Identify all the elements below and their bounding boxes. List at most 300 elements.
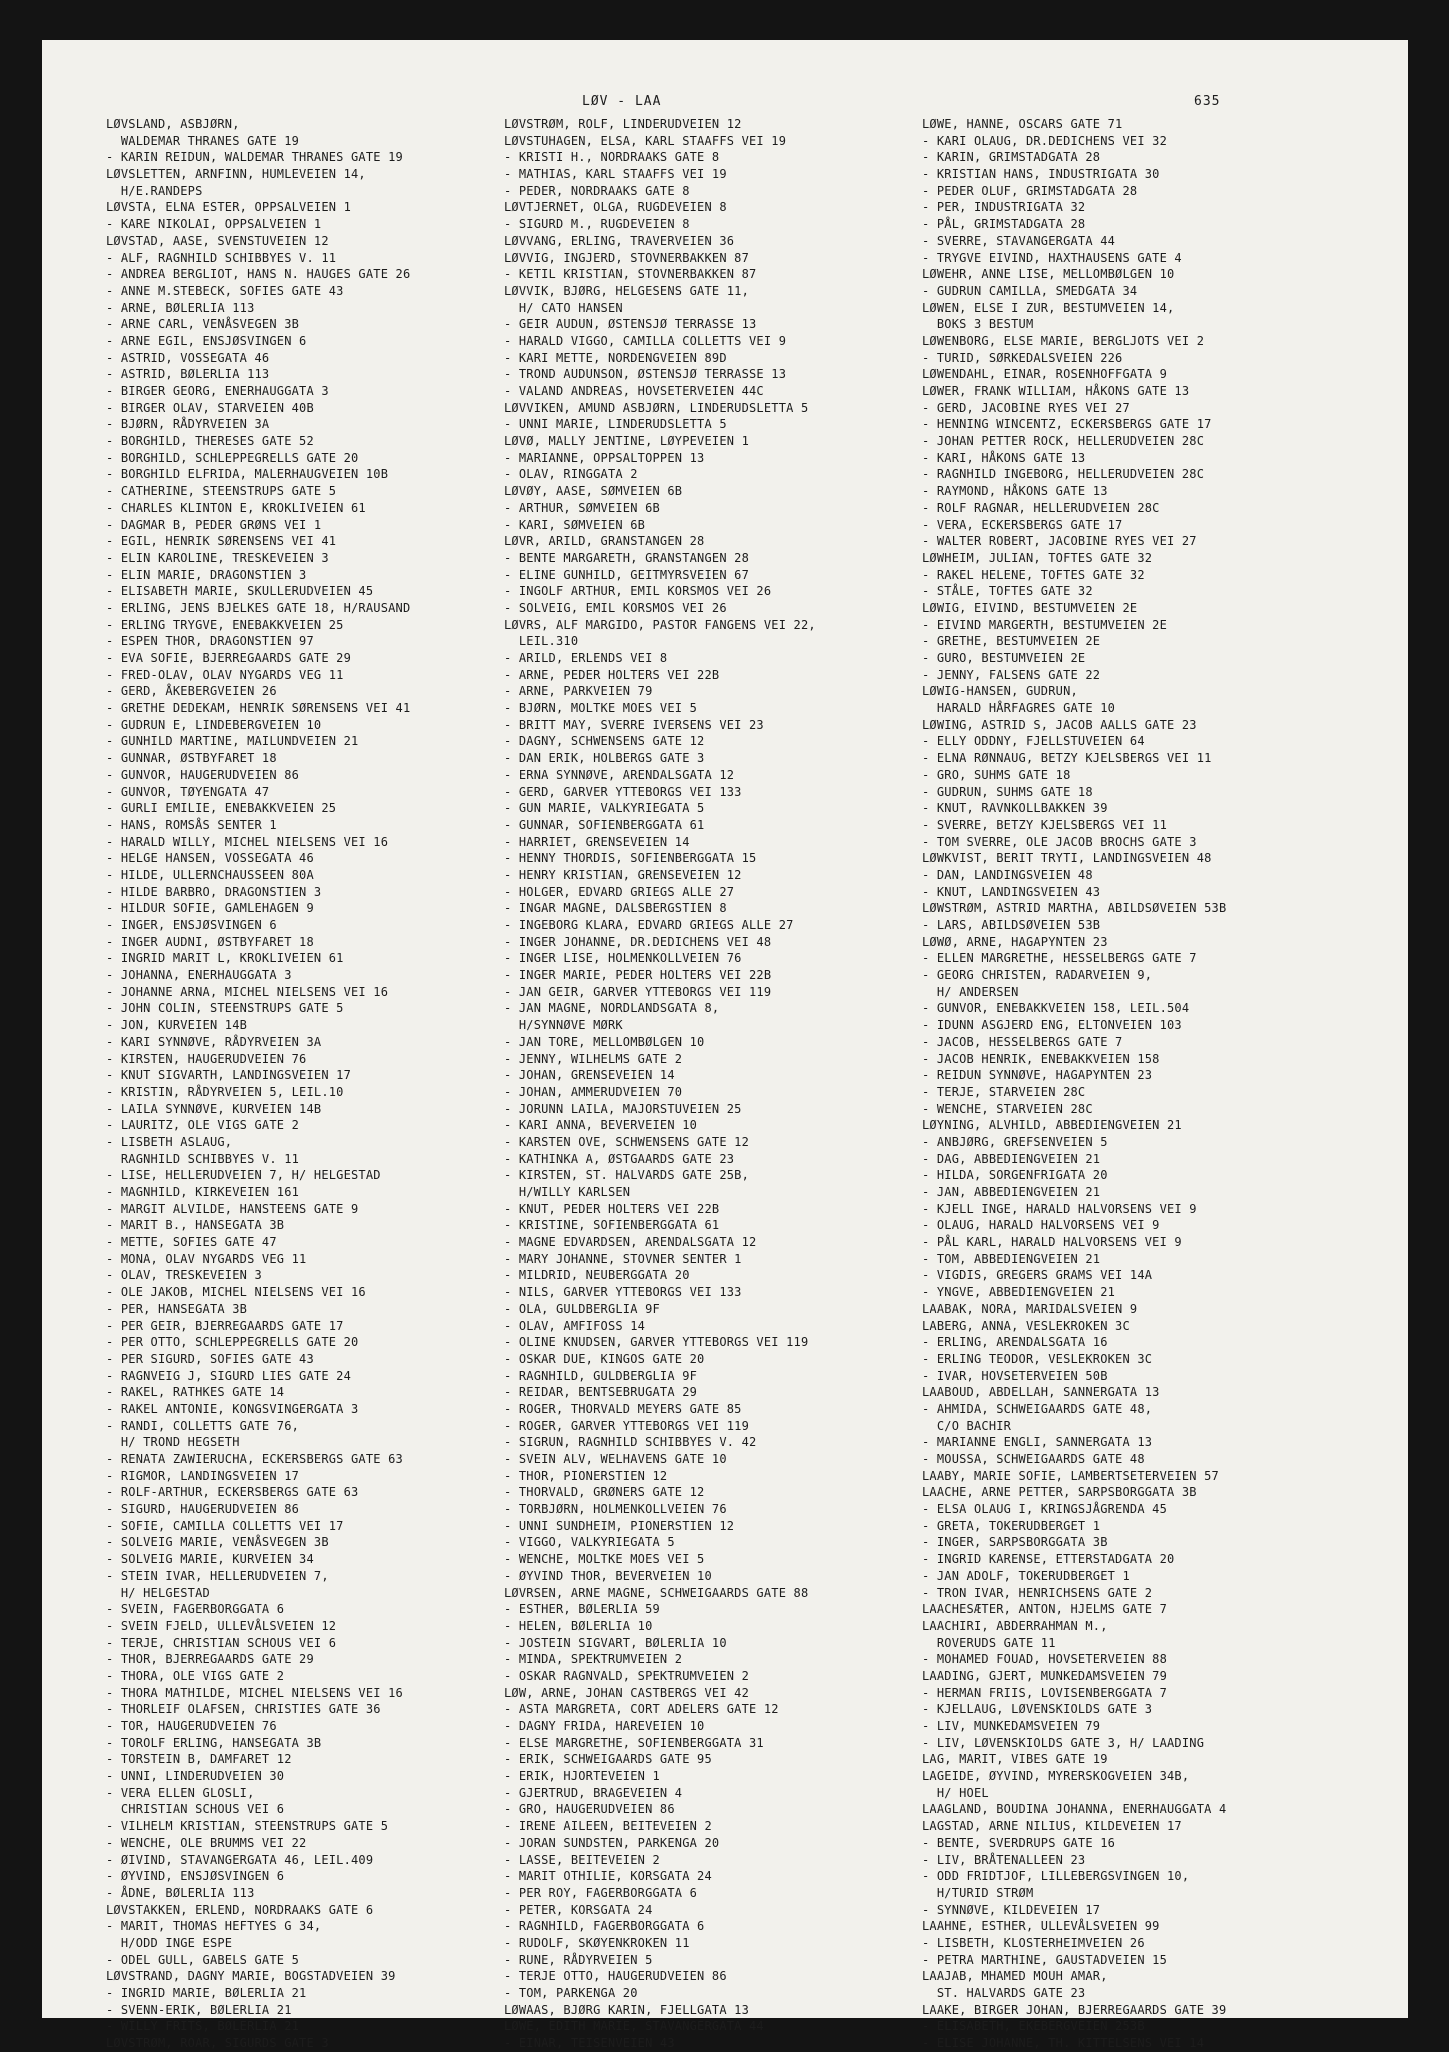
directory-entry-line: - INGAR MAGNE, DALSBERGSTIEN 8 [504,901,727,916]
directory-entry-line: - JON, KURVEIEN 14B [106,1018,248,1033]
directory-entry-line: - RUNE, RÅDYRVEIEN 5 [504,1952,653,1967]
directory-entry-line: - GUN MARIE, VALKYRIEGATA 5 [504,801,705,816]
directory-entry-line: - THORVALD, GRØNERS GATE 12 [504,1485,705,1500]
directory-entry-line: LØVVIK, BJØRG, HELGESENS GATE 11, [504,283,750,298]
directory-entry-line: - HILDE BARBRO, DRAGONSTIEN 3 [106,884,322,899]
directory-entry-line: H/WILLY KARLSEN [504,1185,631,1199]
directory-entry-line: LAAKE, BIRGER JOHAN, BJERREGAARDS GATE 39 [922,2002,1227,2017]
directory-entry-line: - TERJE, STARVEIEN 28C [922,1084,1086,1099]
directory-entry-line: - KARI SYNNØVE, RÅDYRVEIEN 3A [106,1034,322,1049]
directory-entry-line: - KARI OLAUG, DR.DEDICHENS VEI 32 [922,133,1168,148]
directory-entry-line: - KIRSTEN, HAUGERUDVEIEN 76 [106,1051,307,1066]
directory-entry-line: - WENCHE, OLE BRUMMS VEI 22 [106,1835,307,1850]
directory-entry-line: - TOM, PARKENGA 20 [504,1986,638,2000]
directory-entry-line: - THOR, BJERREGAARDS GATE 29 [106,1652,314,1667]
directory-entry-line: - OSKAR DUE, KINGOS GATE 20 [504,1351,705,1366]
directory-entry-line: - INGRID MARIT L, KROKLIVEIEN 61 [106,951,344,966]
directory-entry-line: - GUNVOR, ENEBAKKVEIEN 158, LEIL.504 [922,1001,1190,1016]
directory-entry-line: - IDUNN ASGJERD ENG, ELTONVEIEN 103 [922,1018,1182,1033]
directory-entry-line: - PÅL, GRIMSTADGATA 28 [922,217,1086,232]
directory-entry-line: - TROND AUDUNSON, ØSTENSJØ TERRASSE 13 [504,367,787,382]
directory-entry-line: LØWØ, ARNE, HAGAPYNTEN 23 [922,934,1108,949]
directory-entry-line: - VIGGO, VALKYRIEGATA 5 [504,1535,675,1550]
directory-entry-line: - JOHANNE ARNA, MICHEL NIELSENS VEI 16 [106,984,389,999]
directory-entry-line: - ELIN KAROLINE, TRESKEVEIEN 3 [106,550,329,565]
directory-column-2 [504,116,904,2052]
directory-entry-line: - UNNI MARIE, LINDERUDSLETTA 5 [504,417,727,432]
directory-entry-line: - ERLING TEODOR, VESLEKROKEN 3C [922,1351,1153,1366]
directory-entry-line: - LISBETH ASLAUG, [106,1134,233,1149]
directory-entry-line: - JORAN SUNDSTEN, PARKENGA 20 [504,1835,720,1850]
directory-entry-line: - CHARLES KLINTON E, KROKLIVEIEN 61 [106,500,366,515]
directory-entry-line: - MARGIT ALVILDE, HANSTEENS GATE 9 [106,1201,359,1216]
directory-entry-line: - HENRY KRISTIAN, GRENSEVEIEN 12 [504,867,742,882]
directory-entry-line: - STÅLE, TOFTES GATE 32 [922,584,1093,599]
directory-entry-line: - HENNING WINCENTZ, ECKERSBERGS GATE 17 [922,417,1212,432]
directory-entry-line: - ELLEN MARGRETHE, HESSELBERGS GATE 7 [922,951,1197,966]
directory-entry-line: - OLE JAKOB, MICHEL NIELSENS VEI 16 [106,1285,366,1300]
directory-entry-line: LØVR, ARILD, GRANSTANGEN 28 [504,534,705,549]
directory-entry-line: - INGER, SARPSBORGGATA 3B [922,1535,1108,1550]
directory-entry-line: - MINDA, SPEKTRUMVEIEN 2 [504,1652,683,1667]
directory-entry-line: - ØYVIND, ENSJØSVINGEN 6 [106,1869,285,1884]
directory-entry-line: - LASSE, BEITEVEIEN 2 [504,1852,660,1867]
directory-entry-line: - KJELLAUG, LØVENSKIOLDS GATE 3 [922,1702,1153,1717]
directory-entry-line: - KARIN REIDUN, WALDEMAR THRANES GATE 19 [106,150,403,165]
directory-entry-line: - LIV, LØVENSKIOLDS GATE 3, H/ LAADING [922,1735,1205,1750]
directory-entry-line: LØVSTRØM, ROLF, LINDERUDVEIEN 12 [504,117,742,131]
directory-entry-line: - KARI, HÅKONS GATE 13 [922,450,1086,465]
directory-entry-line: - ODEL GULL, GABELS GATE 5 [106,1952,300,1967]
directory-entry-line: - KRISTIN, RÅDYRVEIEN 5, LEIL.10 [106,1084,344,1099]
directory-entry-line: H/ TROND HEGSETH [106,1435,240,1450]
directory-entry-line: - FRED-OLAV, OLAV NYGARDS VEG 11 [106,667,344,682]
directory-entry-line: - OLAV, RINGGATA 2 [504,467,638,482]
directory-entry-line: - BRITT MAY, SVERRE IVERSENS VEI 23 [504,717,764,732]
directory-entry-line: CHRISTIAN SCHOUS VEI 6 [106,1802,285,1817]
directory-entry-line: LØVSLETTEN, ARNFINN, HUMLEVEIEN 14, [106,167,366,182]
directory-entry-line: - TURID, SØRKEDALSVEIEN 226 [922,350,1123,365]
directory-entry-line: - ARNE EGIL, ENSJØSVINGEN 6 [106,333,307,348]
directory-entry-line: - LARS, ABILDSØVEIEN 53B [922,918,1101,932]
directory-entry-line: LØWE, EDITH MARIE, STAVANGERGATA 44 [504,2019,764,2034]
directory-entry-line: - ELISABETH, EKEBERGVEIEN 253B [922,2019,1145,2034]
directory-entry-line: - ELNA RØNNAUG, BETZY KJELSBERGS VEI 11 [922,751,1212,766]
directory-entry-line: - THORA MATHILDE, MICHEL NIELSENS VEI 16 [106,1685,403,1700]
directory-entry-line: - ROGER, GARVER YTTEBORGS VEI 119 [504,1418,750,1433]
directory-entry-line: - MAGNHILD, KIRKEVEIEN 161 [106,1185,300,1199]
directory-entry-line: - RENATA ZAWIERUCHA, ECKERSBERGS GATE 63 [106,1452,403,1466]
directory-entry-line: - DAN ERIK, HOLBERGS GATE 3 [504,751,705,766]
directory-entry-line: LØWENDAHL, EINAR, ROSENHOFFGATA 9 [922,367,1168,382]
directory-entry-line: - HARALD WILLY, MICHEL NIELSENS VEI 16 [106,834,389,849]
directory-entry-line: - INGER, ENSJØSVINGEN 6 [106,918,277,932]
directory-entry-line: - JOSTEIN SIGVART, BØLERLIA 10 [504,1635,727,1650]
directory-entry-line: LØVSTRØM, ROAR, SIGURDS GATE 3 [106,2036,329,2051]
directory-entry-line: - ARNE CARL, VENÅSVEGEN 3B [106,317,300,332]
directory-entry-line: - GERD, GARVER YTTEBORGS VEI 133 [504,784,742,799]
directory-entry-line: - TOROLF ERLING, HANSEGATA 3B [106,1735,322,1750]
directory-entry-line: - GUDRUN E, LINDEBERGVEIEN 10 [106,717,322,732]
directory-entry-line: - LIV, MUNKEDAMSVEIEN 79 [922,1719,1101,1733]
directory-entry-line: LAADING, GJERT, MUNKEDAMSVEIEN 79 [922,1668,1168,1683]
directory-entry-line: - MARIT, THOMAS HEFTYES G 34, [106,1919,322,1934]
directory-entry-line: - BIRGER GEORG, ENERHAUGGATA 3 [106,384,329,398]
page-header-range: LØV - LAA [582,94,662,109]
directory-entry-line: - REIDAR, BENTSEBRUGATA 29 [504,1385,698,1400]
directory-entry-line: - ASTA MARGRETA, CORT ADELERS GATE 12 [504,1702,779,1717]
directory-entry-line: ST. HALVARDS GATE 23 [922,1986,1086,2000]
directory-entry-line: - ARNE, PEDER HOLTERS VEI 22B [504,667,720,682]
directory-entry-line: - JOHAN, GRENSEVEIEN 14 [504,1068,675,1083]
directory-entry-line: - OLA, GULDBERGLIA 9F [504,1301,660,1316]
directory-entry-line: - OLINE KNUDSEN, GARVER YTTEBORGS VEI 119 [504,1335,809,1350]
directory-entry-line: - JAN TORE, MELLOMBØLGEN 10 [504,1034,705,1049]
directory-entry-line: - GUNHILD MARTINE, MAILUNDVEIEN 21 [106,734,359,749]
directory-entry-line: - HERMAN FRIIS, LOVISENBERGGATA 7 [922,1685,1168,1700]
directory-entry-line: - TORSTEIN B, DAMFARET 12 [106,1752,292,1767]
directory-entry-line: BOKS 3 BESTUM [922,317,1034,332]
directory-entry-line: - TOM SVERRE, OLE JACOB BROCHS GATE 3 [922,834,1197,849]
directory-entry-line: - GRETHE, BESTUMVEIEN 2E [922,634,1101,649]
directory-entry-line: - DAN, LANDINGSVEIEN 48 [922,867,1093,882]
directory-entry-line: - SOLVEIG, EMIL KORSMOS VEI 26 [504,600,727,615]
directory-entry-line: - ARNE, BØLERLIA 113 [106,300,255,315]
directory-entry-line: LØYNING, ALVHILD, ABBEDIENGVEIEN 21 [922,1118,1182,1133]
directory-entry-line: LØWHEIM, JULIAN, TOFTES GATE 32 [922,550,1153,565]
directory-entry-line: - SIGRUN, RAGNHILD SCHIBBYES V. 42 [504,1435,757,1450]
directory-entry-line: - ELSA OLAUG I, KRINGSJÅGRENDA 45 [922,1502,1168,1517]
directory-entry-line: - KETIL KRISTIAN, STOVNERBAKKEN 87 [504,267,757,282]
directory-entry-line: LØWING, ASTRID S, JACOB AALLS GATE 23 [922,717,1197,732]
directory-entry-line: - SIGURD M., RUGDEVEIEN 8 [504,217,690,232]
directory-entry-line: - OLAV, TRESKEVEIEN 3 [106,1268,262,1283]
directory-entry-line: LØVØY, AASE, SØMVEIEN 6B [504,484,683,499]
directory-entry-line: - ANDREA BERGLIOT, HANS N. HAUGES GATE 26 [106,267,411,282]
directory-entry-line: - KNUT SIGVARTH, LANDINGSVEIEN 17 [106,1068,352,1083]
directory-entry-line: - ARTHUR, SØMVEIEN 6B [504,500,660,515]
directory-entry-line: - EGIL, HENRIK SØRENSENS VEI 41 [106,534,337,549]
directory-entry-line: LØWIG, EIVIND, BESTUMVEIEN 2E [922,600,1138,615]
directory-entry-line: - GURLI EMILIE, ENEBAKKVEIEN 25 [106,801,337,816]
directory-entry-line: - MOUSSA, SCHWEIGAARDS GATE 48 [922,1452,1145,1466]
directory-entry-line: - ELISABETH MARIE, SKULLERUDVEIEN 45 [106,584,374,599]
directory-entry-line: - VILHELM KRISTIAN, STEENSTRUPS GATE 5 [106,1819,389,1834]
directory-entry-line: - ERLING TRYGVE, ENEBAKKVEIEN 25 [106,617,344,632]
directory-entry-line: - ÅDNE, BØLERLIA 113 [106,1885,255,1900]
directory-entry-line: - MARIT B., HANSEGATA 3B [106,1218,285,1233]
directory-entry-line: LAABOUD, ABDELLAH, SANNERGATA 13 [922,1385,1160,1400]
directory-entry-line: - RAYMOND, HÅKONS GATE 13 [922,484,1108,499]
directory-entry-line: LØWEHR, ANNE LISE, MELLOMBØLGEN 10 [922,267,1175,282]
directory-entry-line: LAACHIRI, ABDERRAHMAN M., [922,1618,1108,1633]
directory-entry-line: LAACHE, ARNE PETTER, SARPSBORGGATA 3B [922,1485,1197,1500]
directory-entry-line: C/O BACHIR [922,1418,1012,1433]
directory-entry-line: LØVSLAND, ASBJØRN, [106,117,240,131]
directory-entry-line: - KARSTEN OVE, SCHWENSENS GATE 12 [504,1134,750,1149]
directory-entry-line: - JACOB HENRIK, ENEBAKKVEIEN 158 [922,1051,1160,1066]
directory-entry-line: H/ HELGESTAD [106,1585,210,1600]
directory-entry-line: - RUDOLF, SKØYENKROKEN 11 [504,1935,690,1950]
directory-entry-line: LØVSTUHAGEN, ELSA, KARL STAAFFS VEI 19 [504,133,787,148]
directory-entry-line: - WALTER ROBERT, JACOBINE RYES VEI 27 [922,534,1197,549]
directory-entry-line: - DAG, ABBEDIENGVEIEN 21 [922,1151,1101,1166]
directory-entry-line: LØVSTAKKEN, ERLEND, NORDRAAKS GATE 6 [106,1902,374,1917]
directory-column-3 [922,116,1362,2052]
directory-entry-line: LAGSTAD, ARNE NILIUS, KILDEVEIEN 17 [922,1819,1182,1834]
directory-entry-line: - SVEIN FJELD, ULLEVÅLSVEIEN 12 [106,1618,337,1633]
directory-entry-line: - JORUNN LAILA, MAJORSTUVEIEN 25 [504,1101,742,1116]
directory-entry-line: LØWENBORG, ELSE MARIE, BERGLJOTS VEI 2 [922,333,1205,348]
directory-entry-line: - SVERRE, STAVANGERGATA 44 [922,233,1116,248]
directory-entry-line: - ERNA SYNNØVE, ARENDALSGATA 12 [504,767,735,782]
directory-entry-line: - RANDI, COLLETTS GATE 76, [106,1418,300,1433]
directory-entry-line: LAG, MARIT, VIBES GATE 19 [922,1752,1108,1767]
directory-entry-line: - INGOLF ARTHUR, EMIL KORSMOS VEI 26 [504,584,772,599]
directory-entry-line: - JAN, ABBEDIENGVEIEN 21 [922,1185,1101,1199]
directory-entry-line: - MAGNE EDVARDSEN, ARENDALSGATA 12 [504,1235,757,1250]
directory-entry-line: - ELIN MARIE, DRAGONSTIEN 3 [106,567,307,582]
directory-entry-line: - CATHERINE, STEENSTRUPS GATE 5 [106,484,337,499]
directory-entry-line: - WILLY FRITS, BØLERLIA 21 [106,2019,300,2034]
directory-entry-line: - EVA SOFIE, BJERREGAARDS GATE 29 [106,651,352,665]
directory-entry-line: LABERG, ANNA, VESLEKROKEN 3C [922,1318,1130,1333]
directory-entry-line: - TERJE, CHRISTIAN SCHOUS VEI 6 [106,1635,337,1650]
directory-entry-line: H/TURID STRØM [922,1885,1034,1900]
directory-entry-line: LØVSTRAND, DAGNY MARIE, BOGSTADVEIEN 39 [106,1969,396,1984]
directory-entry-line: - KRISTINE, SOFIENBERGGATA 61 [504,1218,720,1233]
directory-entry-line: - OSKAR RAGNVALD, SPEKTRUMVEIEN 2 [504,1668,750,1683]
directory-entry-line: LØW, ARNE, JOHAN CASTBERGS VEI 42 [504,1685,750,1700]
directory-entry-line: - DAGNY, SCHWENSENS GATE 12 [504,734,705,749]
directory-entry-line: - PEDER, NORDRAAKS GATE 8 [504,183,690,198]
directory-entry-line: - BJØRN, RÅDYRVEIEN 3A [106,417,270,432]
directory-entry-line: - ROLF-ARTHUR, ECKERSBERGS GATE 63 [106,1485,359,1500]
directory-entry-line: - ERIK, HJORTEVEIEN 1 [504,1769,660,1784]
directory-entry-line: - DAGNY FRIDA, HAREVEIEN 10 [504,1719,705,1733]
directory-entry-line: - PER ROY, FAGERBORGGATA 6 [504,1885,698,1900]
directory-entry-line: - RAKEL ANTONIE, KONGSVINGERGATA 3 [106,1401,359,1416]
directory-entry-line: - PETER, KORSGATA 24 [504,1902,653,1917]
directory-entry-line: - JOHN COLIN, STEENSTRUPS GATE 5 [106,1001,344,1016]
directory-entry-line: LØWEN, ELSE I ZUR, BESTUMVEIEN 14, [922,300,1175,315]
directory-entry-line: - GRETA, TOKERUDBERGET 1 [922,1518,1101,1533]
directory-entry-line: - PEDER OLUF, GRIMSTADGATA 28 [922,183,1138,198]
directory-entry-line: - WENCHE, STARVEIEN 28C [922,1101,1093,1116]
directory-entry-line: - MONA, OLAV NYGARDS VEG 11 [106,1251,307,1266]
directory-entry-line: - GUNVOR, TØYENGATA 47 [106,784,270,799]
directory-entry-line: - GRO, HAUGERUDVEIEN 86 [504,1802,675,1817]
directory-entry-line: - KARIN, GRIMSTADGATA 28 [922,150,1101,165]
directory-entry-line: - KRISTI H., NORDRAAKS GATE 8 [504,150,720,165]
directory-entry-line: - ROLF RAGNAR, HELLERUDVEIEN 28C [922,500,1160,515]
directory-entry-line: - HILDE, ULLERNCHAUSSEEN 80A [106,867,314,882]
directory-entry-line: - PETRA MARTHINE, GAUSTADVEIEN 15 [922,1952,1168,1967]
directory-entry-line: - ANBJØRG, GREFSENVEIEN 5 [922,1134,1108,1149]
directory-entry-line: - MILDRID, NEUBERGGATA 20 [504,1268,690,1283]
directory-entry-line: - IVAR, HOVSETERVEIEN 50B [922,1368,1108,1383]
directory-entry-line: - INGER LISE, HOLMENKOLLVEIEN 76 [504,951,742,966]
directory-entry-line: - VIGDIS, GREGERS GRAMS VEI 14A [922,1268,1153,1283]
directory-entry-line: - SOLVEIG MARIE, KURVEIEN 34 [106,1552,314,1567]
directory-entry-line: LØVSTA, ELNA ESTER, OPPSALVEIEN 1 [106,200,352,215]
directory-entry-line: - INGER JOHANNE, DR.DEDICHENS VEI 48 [504,934,772,949]
directory-entry-line: - ESTHER, BØLERLIA 59 [504,1602,660,1617]
directory-entry-line: - RAGNVEIG J, SIGURD LIES GATE 24 [106,1368,352,1383]
directory-entry-line: - JAN ADOLF, TOKERUDBERGET 1 [922,1568,1130,1583]
directory-entry-line: - UNNI SUNDHEIM, PIONERSTIEN 12 [504,1518,735,1533]
directory-entry-line: - BENTE, SVERDRUPS GATE 16 [922,1835,1116,1850]
directory-entry-line: H/ CATO HANSEN [504,300,623,315]
directory-entry-line: LØWIG-HANSEN, GUDRUN, [922,684,1078,699]
directory-entry-line: - YNGVE, ABBEDIENGVEIEN 21 [922,1285,1116,1300]
directory-entry-line: H/ ANDERSEN [922,984,1019,999]
directory-column-1 [106,116,491,2052]
directory-entry-line: - JENNY, WILHELMS GATE 2 [504,1051,683,1066]
directory-entry-line: - SYNNØVE, KILDEVEIEN 17 [922,1902,1101,1917]
directory-entry-line: - HOLGER, EDVARD GRIEGS ALLE 27 [504,884,735,899]
directory-entry-line: - PER SIGURD, SOFIES GATE 43 [106,1351,314,1366]
directory-entry-line: H/SYNNØVE MØRK [504,1018,623,1033]
directory-entry-line: LAABY, MARIE SOFIE, LAMBERTSETERVEIEN 57 [922,1468,1219,1483]
directory-entry-line: LAABAK, NORA, MARIDALSVEIEN 9 [922,1301,1138,1316]
directory-entry-line: - LIV, BRÅTENALLEEN 23 [922,1852,1086,1867]
directory-entry-line: - KNUT, PEDER HOLTERS VEI 22B [504,1201,720,1216]
directory-entry-line: - RAGNHILD, FAGERBORGGATA 6 [504,1919,705,1934]
directory-entry-line: - INGRID MARIE, BØLERLIA 21 [106,1986,307,2000]
directory-entry-line: - METTE, SOFIES GATE 47 [106,1235,277,1250]
directory-entry-line: - GUNVOR, HAUGERUDVEIEN 86 [106,767,300,782]
directory-entry-line: - BORGHILD ELFRIDA, MALERHAUGVEIEN 10B [106,467,389,482]
directory-entry-line: - KRISTIAN HANS, INDUSTRIGATA 30 [922,167,1160,182]
directory-entry-line: - PER OTTO, SCHLEPPEGRELLS GATE 20 [106,1335,359,1350]
directory-entry-line: - MATHIAS, KARL STAAFFS VEI 19 [504,167,727,182]
directory-entry-line: - THORLEIF OLAFSEN, CHRISTIES GATE 36 [106,1702,381,1717]
directory-entry-line: - ARILD, ERLENDS VEI 8 [504,651,668,665]
directory-entry-line: - MARIANNE, OPPSALTOPPEN 13 [504,450,705,465]
directory-entry-line: - REIDUN SYNNØVE, HAGAPYNTEN 23 [922,1068,1153,1083]
directory-entry-line: LØVRS, ALF MARGIDO, PASTOR FANGENS VEI 22, [504,617,816,632]
directory-entry-line: LAAJAB, MHAMED MOUH AMAR, [922,1969,1108,1984]
directory-entry-line: - GUNNAR, ØSTBYFARET 18 [106,751,277,766]
directory-entry-line: - KATHINKA A, ØSTGAARDS GATE 23 [504,1151,735,1166]
directory-entry-line: - TOM, ABBEDIENGVEIEN 21 [922,1251,1101,1266]
directory-entry-line: LØVVIKEN, AMUND ASBJØRN, LINDERUDSLETTA 5 [504,400,809,415]
directory-entry-line: - ASTRID, VOSSEGATA 46 [106,350,270,365]
directory-entry-line: LEIL.310 [504,634,579,649]
directory-entry-line: - BENTE MARGARETH, GRANSTANGEN 28 [504,550,750,565]
directory-entry-line: - HELEN, BØLERLIA 10 [504,1618,653,1633]
directory-entry-line: - EINAR, TEISENVEIEN 43 [504,2036,675,2051]
directory-entry-line: LØWAAS, BJØRG KARIN, FJELLGATA 13 [504,2002,750,2017]
directory-entry-line: - JENNY, FALSENS GATE 22 [922,667,1101,682]
directory-entry-line: - MARIANNE ENGLI, SANNERGATA 13 [922,1435,1153,1450]
directory-entry-line: - GUNNAR, SOFIENBERGGATA 61 [504,817,705,832]
directory-entry-line: LAAHNE, ESTHER, ULLEVÅLSVEIEN 99 [922,1919,1160,1934]
directory-entry-line: - HILDUR SOFIE, GAMLEHAGEN 9 [106,901,314,916]
directory-entry-line: - ARNE, PARKVEIEN 79 [504,684,653,699]
directory-entry-line: - LAILA SYNNØVE, KURVEIEN 14B [106,1101,322,1116]
directory-entry-line: - ELLY ODDNY, FJELLSTUVEIEN 64 [922,734,1145,749]
directory-entry-line: LØVSTAD, AASE, SVENSTUVEIEN 12 [106,233,329,248]
directory-entry-line: - INGER AUDNI, ØSTBYFARET 18 [106,934,314,949]
directory-entry-line: - JACOB, HESSELBERGS GATE 7 [922,1034,1123,1049]
directory-entry-line: - ØYVIND THOR, BEVERVEIEN 10 [504,1568,712,1583]
directory-entry-line: - BORGHILD, SCHLEPPEGRELLS GATE 20 [106,450,359,465]
directory-entry-line: LØVRSEN, ARNE MAGNE, SCHWEIGAARDS GATE 88 [504,1585,809,1600]
directory-entry-line: - SIGURD, HAUGERUDVEIEN 86 [106,1502,300,1517]
directory-entry-line: - OLAUG, HARALD HALVORSENS VEI 9 [922,1218,1160,1233]
directory-entry-line: - HELGE HANSEN, VOSSEGATA 46 [106,851,314,866]
directory-entry-line: - KARI ANNA, BEVERVEIEN 10 [504,1118,698,1133]
directory-entry-line: - GERD, ÅKEBERGVEIEN 26 [106,684,277,699]
directory-entry-line: - GUDRUN, SUHMS GATE 18 [922,784,1093,799]
directory-entry-line: - GUDRUN CAMILLA, SMEDGATA 34 [922,283,1138,298]
directory-entry-line: - RAKEL HELENE, TOFTES GATE 32 [922,567,1145,582]
directory-entry-line: - TRYGVE EIVIND, HAXTHAUSENS GATE 4 [922,250,1182,265]
directory-entry-line: LØVVIG, INGJERD, STOVNERBAKKEN 87 [504,250,750,265]
directory-entry-line: - OLAV, AMFIFOSS 14 [504,1318,646,1333]
directory-entry-line: - MARIT OTHILIE, KORSGATA 24 [504,1869,712,1884]
directory-entry-line: - PÅL KARL, HARALD HALVORSENS VEI 9 [922,1235,1182,1250]
directory-page [42,40,1408,2051]
directory-entry-line: - TERJE OTTO, HAUGERUDVEIEN 86 [504,1969,727,1984]
directory-entry-line: - JAN MAGNE, NORDLANDSGATA 8, [504,1001,720,1016]
directory-entry-line: ROVERUDS GATE 11 [922,1635,1056,1650]
directory-entry-line: - GEIR AUDUN, ØSTENSJØ TERRASSE 13 [504,317,757,332]
directory-entry-line: - HANS, ROMSÅS SENTER 1 [106,817,277,832]
directory-entry-line: - BORGHILD, THERESES GATE 52 [106,434,314,449]
directory-entry-line: - PER, INDUSTRIGATA 32 [922,200,1086,215]
directory-entry-line: LØWER, FRANK WILLIAM, HÅKONS GATE 13 [922,384,1190,398]
directory-entry-line: - KJELL INGE, HARALD HALVORSENS VEI 9 [922,1201,1197,1216]
directory-entry-line: H/ HOEL [922,1785,989,1800]
directory-entry-line: - GJERTRUD, BRAGEVEIEN 4 [504,1785,683,1800]
directory-entry-line: - INGEBORG KLARA, EDVARD GRIEGS ALLE 27 [504,918,794,932]
page-number: 635 [1194,94,1221,109]
directory-entry-line: - PER, HANSEGATA 3B [106,1301,248,1316]
directory-entry-line: - TOR, HAUGERUDVEIEN 76 [106,1719,277,1733]
directory-entry-line: - HARRIET, GRENSEVEIEN 14 [504,834,690,849]
directory-entry-line: - ELISE JOHANNE, TH. KITTELSENS VEI 14 [922,2036,1205,2051]
directory-entry-line: - THORA, OLE VIGS GATE 2 [106,1668,285,1683]
directory-entry-line: - AHMIDA, SCHWEIGAARDS GATE 48, [922,1401,1153,1416]
directory-entry-line: - RAGNHILD, GULDBERGLIA 9F [504,1368,698,1383]
directory-entry-line: - KNUT, LANDINGSVEIEN 43 [922,884,1101,899]
directory-entry-line: - GRETHE DEDEKAM, HENRIK SØRENSENS VEI 41 [106,701,411,716]
directory-entry-line: - KARI METTE, NORDENGVEIEN 89D [504,350,727,365]
directory-entry-line: - EIVIND MARGERTH, BESTUMVEIEN 2E [922,617,1168,632]
directory-entry-line: - JAN GEIR, GARVER YTTEBORGS VEI 119 [504,984,772,999]
directory-entry-line: LØWKVIST, BERIT TRYTI, LANDINGSVEIEN 48 [922,851,1212,866]
directory-entry-line: - KARI, SØMVEIEN 6B [504,517,646,532]
directory-entry-line: - ALF, RAGNHILD SCHIBBYES V. 11 [106,250,337,265]
directory-entry-line: - IRENE AILEEN, BEITEVEIEN 2 [504,1819,712,1834]
directory-entry-line: LAACHESÆTER, ANTON, HJELMS GATE 7 [922,1602,1168,1617]
directory-entry-line: - HARALD VIGGO, CAMILLA COLLETTS VEI 9 [504,333,787,348]
directory-entry-line: LØVTJERNET, OLGA, RUGDEVEIEN 8 [504,200,727,215]
directory-entry-line: - JOHAN PETTER ROCK, HELLERUDVEIEN 28C [922,434,1205,449]
directory-entry-line: - SVERRE, BETZY KJELSBERGS VEI 11 [922,817,1168,832]
directory-entry-line: - UNNI, LINDERUDVEIEN 30 [106,1769,285,1784]
directory-entry-line: - ANNE M.STEBECK, SOFIES GATE 43 [106,283,344,298]
directory-entry-line: RAGNHILD SCHIBBYES V. 11 [106,1151,300,1166]
directory-entry-line: - SOLVEIG MARIE, VENÅSVEGEN 3B [106,1535,329,1550]
directory-entry-line: LAGEIDE, ØYVIND, MYRERSKOGVEIEN 34B, [922,1769,1190,1784]
directory-entry-line: LØVVANG, ERLING, TRAVERVEIEN 36 [504,233,735,248]
directory-entry-line: - SVENN-ERIK, BØLERLIA 21 [106,2002,292,2017]
directory-entry-line: - VERA, ECKERSBERGS GATE 17 [922,517,1123,532]
